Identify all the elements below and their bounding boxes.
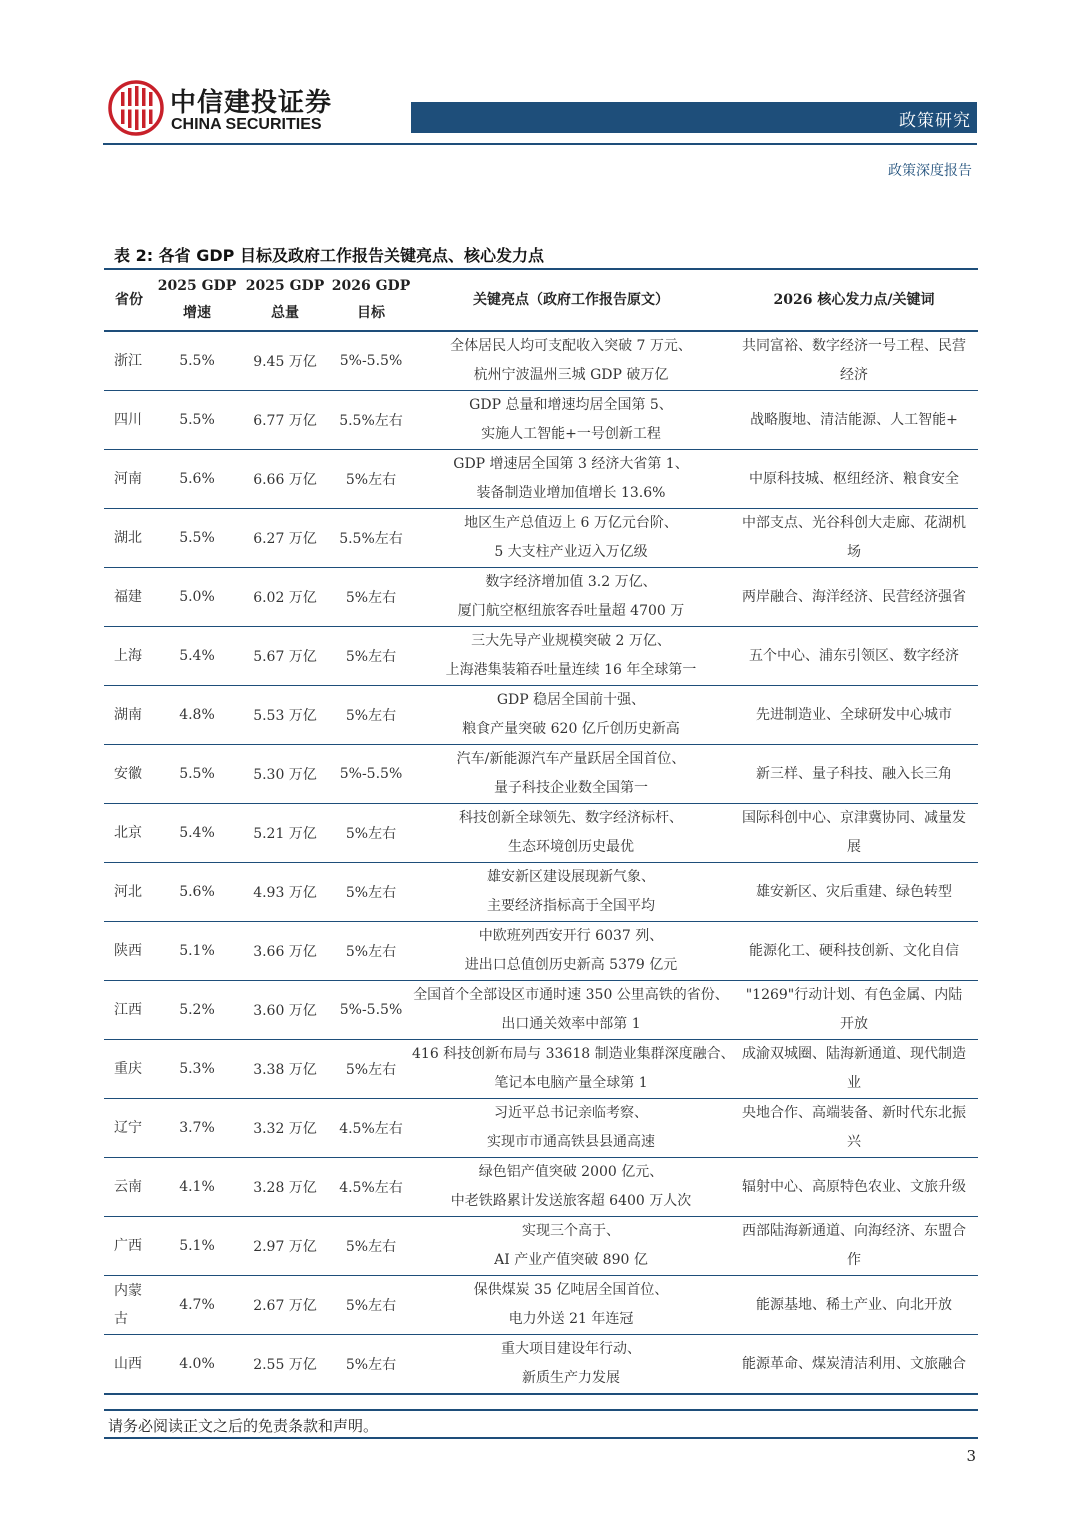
total-cell: 6.77 万亿: [240, 391, 330, 450]
highlights-cell: [412, 922, 730, 981]
growth-cell: 4.1%: [154, 1158, 240, 1217]
growth-cell: 5.1%: [154, 1217, 240, 1276]
growth-cell: 5.4%: [154, 804, 240, 863]
highlight-line: 新质生产力发展: [522, 1370, 620, 1386]
highlights-cell: [412, 391, 730, 450]
total-cell: 3.32 万亿: [240, 1099, 330, 1158]
highlights-cell: [412, 686, 730, 745]
table-row: [104, 686, 978, 745]
highlight-line: 装备制造业增加值增长 13.6%: [476, 485, 666, 501]
highlights-cell: [412, 863, 730, 922]
province-cell: 山西: [114, 1356, 142, 1372]
target-cell: 5%左右: [330, 922, 412, 981]
target-cell: 5%左右: [345, 1357, 397, 1373]
table-row: [104, 331, 978, 391]
table-row: [104, 1040, 978, 1099]
growth-cell: 5.6%: [154, 863, 240, 922]
company-logo: [108, 80, 348, 140]
footer-divider-bottom: [104, 1437, 978, 1439]
highlights-cell: [412, 1276, 730, 1335]
highlights-cell: [412, 568, 730, 627]
highlight-line: AI 产业产值突破 890 亿: [494, 1252, 648, 1268]
total-cell: 5.21 万亿: [240, 804, 330, 863]
highlight-line: 地区生产总值迈上 6 万亿元台阶、: [464, 515, 678, 531]
province-cell: 广西: [104, 1217, 154, 1276]
target-cell: 5%左右: [330, 804, 412, 863]
highlight-line: 笔记本电脑产量全球第 1: [494, 1075, 648, 1091]
highlights-cell: [412, 331, 730, 391]
focus-cell: "1269"行动计划、有色金属、内陆开放: [730, 981, 978, 1040]
table-row: [104, 1158, 978, 1217]
target-cell: 5%左右: [330, 1040, 412, 1099]
focus-cell: 新三样、量子科技、融入长三角: [730, 745, 978, 804]
logo-english-name: CHINA SECURITIES: [171, 116, 322, 133]
focus-cell: 辐射中心、高原特色农业、文旅升级: [730, 1158, 978, 1217]
target-cell: 5%左右: [330, 1276, 412, 1335]
total-cell: 5.53 万亿: [240, 686, 330, 745]
focus-cell: 能源革命、煤炭清洁利用、文旅融合: [742, 1355, 966, 1372]
target-cell: 5%左右: [330, 568, 412, 627]
table-row: [104, 450, 978, 509]
province-cell: 河南: [104, 450, 154, 509]
target-cell: 5%左右: [330, 627, 412, 686]
highlights-cell: [412, 627, 730, 686]
total-cell: 3.28 万亿: [240, 1158, 330, 1217]
highlights-cell: [412, 981, 730, 1040]
highlights-cell: [412, 509, 730, 568]
focus-cell: 两岸融合、海洋经济、民营经济强省: [730, 568, 978, 627]
footer-divider-top: [104, 1409, 978, 1411]
highlights-cell: [412, 1099, 730, 1158]
highlight-line: 主要经济指标高于全国平均: [487, 898, 655, 914]
table-row: [104, 804, 978, 863]
province-cell: 湖南: [104, 686, 154, 745]
header-focus: 2026 核心发力点/关键词: [730, 269, 978, 331]
table-header-row: [104, 269, 978, 331]
logo-chinese-name: 中信建投证券: [170, 88, 333, 118]
target-cell: 4.5%左右: [330, 1099, 412, 1158]
province-cell: 福建: [104, 568, 154, 627]
table-row: [104, 863, 978, 922]
highlights-cell: [412, 1158, 730, 1217]
highlight-line: 厦门航空枢纽旅客吞吐量超 4700 万: [457, 603, 685, 619]
highlight-line: GDP 稳居全国前十强、: [496, 692, 646, 708]
province-cell: 云南: [104, 1158, 154, 1217]
growth-cell: 4.8%: [154, 686, 240, 745]
highlight-line: 重大项目建设年行动、: [501, 1341, 641, 1357]
total-cell: 2.97 万亿: [240, 1217, 330, 1276]
highlight-line: 数字经济增加值 3.2 万亿、: [485, 574, 657, 590]
province-cell: 陕西: [104, 922, 154, 981]
growth-cell: 5.2%: [154, 981, 240, 1040]
growth-cell: 5.5%: [154, 745, 240, 804]
table-row: [104, 568, 978, 627]
table-row: [104, 1276, 978, 1335]
province-cell: 内蒙古: [104, 1276, 154, 1335]
highlight-line: 上海港集装箱吞吐量连续 16 年全球第一: [445, 662, 697, 678]
target-cell: 5%-5.5%: [330, 331, 412, 391]
gdp-table: [104, 268, 978, 1395]
table-title: 表 2: 各省 GDP 目标及政府工作报告关键亮点、核心发力点: [114, 246, 544, 265]
highlights-cell: [412, 1335, 730, 1395]
table-row: [104, 981, 978, 1040]
highlights-cell: [412, 804, 730, 863]
table-row: [104, 745, 978, 804]
target-cell: 5%左右: [330, 863, 412, 922]
target-cell: 5.5%左右: [330, 509, 412, 568]
highlight-line: 中欧班列西安开行 6037 列、: [478, 928, 664, 944]
table-row: [104, 391, 978, 450]
focus-cell: 战略腹地、清洁能源、人工智能+: [730, 391, 978, 450]
header-province: 省份: [104, 269, 154, 331]
highlight-line: 进出口总值创历史新高 5379 亿元: [464, 957, 678, 973]
highlight-line: GDP 总量和增速均居全国第 5、: [469, 397, 673, 413]
target-cell: 5%-5.5%: [330, 981, 412, 1040]
table-row: [104, 1099, 978, 1158]
growth-cell: 5.3%: [154, 1040, 240, 1099]
province-cell: 江西: [104, 981, 154, 1040]
section-header-bar: [411, 102, 977, 133]
highlight-line: 实现三个高于、: [522, 1223, 620, 1239]
focus-cell: 央地合作、高端装备、新时代东北振兴: [730, 1099, 978, 1158]
total-cell: 2.55 万亿: [253, 1357, 317, 1373]
growth-cell: 5.5%: [154, 391, 240, 450]
highlight-line: 实施人工智能+一号创新工程: [481, 426, 661, 442]
total-cell: 9.45 万亿: [240, 331, 330, 391]
target-cell: 5%左右: [330, 450, 412, 509]
header-growth: 2025 GDP 增速: [154, 269, 240, 331]
focus-cell: 中原科技城、枢纽经济、粮食安全: [730, 450, 978, 509]
focus-cell: 雄安新区、灾后重建、绿色转型: [730, 863, 978, 922]
highlight-line: 全体居民人均可支配收入突破 7 万元、: [450, 338, 692, 354]
province-cell: 安徽: [104, 745, 154, 804]
growth-cell: 4.0%: [179, 1356, 215, 1372]
highlight-line: 中老铁路累计发送旅客超 6400 万人次: [450, 1193, 692, 1209]
growth-cell: 3.7%: [154, 1099, 240, 1158]
focus-cell: 中部支点、光谷科创大走廊、花湖机场: [730, 509, 978, 568]
table-row: [104, 922, 978, 981]
table-row: [104, 627, 978, 686]
total-cell: 6.02 万亿: [240, 568, 330, 627]
growth-cell: 5.5%: [154, 331, 240, 391]
province-cell: 重庆: [104, 1040, 154, 1099]
focus-cell: 西部陆海新通道、向海经济、东盟合作: [730, 1217, 978, 1276]
total-cell: 5.30 万亿: [240, 745, 330, 804]
table-row: [104, 1335, 978, 1395]
header-highlights: 关键亮点（政府工作报告原文）: [412, 269, 730, 331]
disclaimer: 请务必阅读正文之后的免责条款和声明。: [108, 1417, 379, 1435]
section-label: 政策研究: [899, 111, 971, 131]
highlight-line: 生态环境创历史最优: [508, 839, 634, 855]
highlight-line: 保供煤炭 35 亿吨居全国首位、: [473, 1282, 669, 1298]
target-cell: 5%左右: [330, 1217, 412, 1276]
province-cell: 湖北: [104, 509, 154, 568]
china-securities-logo-icon: [108, 80, 164, 136]
growth-cell: 5.0%: [154, 568, 240, 627]
highlight-line: 5 大支柱产业迈入万亿级: [494, 544, 648, 560]
total-cell: 3.60 万亿: [240, 981, 330, 1040]
total-cell: 2.67 万亿: [240, 1276, 330, 1335]
highlights-cell: [412, 1040, 735, 1099]
highlights-cell: [412, 1217, 730, 1276]
header-divider: [103, 143, 977, 145]
highlight-line: 全国首个全部设区市通时速 350 公里高铁的省份、: [413, 987, 729, 1003]
highlight-line: 习近平总书记亲临考察、: [494, 1105, 648, 1121]
highlight-line: 汽车/新能源汽车产量跃居全国首位、: [456, 751, 686, 767]
highlight-line: 实现市市通高铁县县通高速: [487, 1134, 655, 1150]
header-target: 2026 GDP 目标: [330, 269, 412, 331]
table-body: [104, 331, 978, 1394]
focus-cell: 能源基地、稀土产业、向北开放: [730, 1276, 978, 1335]
province-cell: 河北: [104, 863, 154, 922]
growth-cell: 5.4%: [154, 627, 240, 686]
highlight-line: 三大先导产业规模突破 2 万亿、: [471, 633, 671, 649]
highlight-line: 416 科技创新布局与 33618 制造业集群深度融合、: [412, 1046, 735, 1062]
province-cell: 浙江: [104, 331, 154, 391]
total-cell: 5.67 万亿: [240, 627, 330, 686]
highlight-line: 量子科技企业数全国第一: [494, 780, 648, 796]
highlights-cell: [412, 450, 730, 509]
highlights-cell: [412, 745, 730, 804]
table-row: [104, 509, 978, 568]
page-number: 3: [966, 1447, 976, 1465]
highlight-line: 粮食产量突破 620 亿斤创历史新高: [462, 721, 680, 737]
highlight-line: 绿色铝产值突破 2000 亿元、: [478, 1164, 664, 1180]
table-row: [104, 1217, 978, 1276]
growth-cell: 4.7%: [154, 1276, 240, 1335]
province-cell: 四川: [104, 391, 154, 450]
highlight-line: 雄安新区建设展现新气象、: [487, 869, 655, 885]
focus-cell: 能源化工、硬科技创新、文化自信: [730, 922, 978, 981]
province-cell: 辽宁: [104, 1099, 154, 1158]
total-cell: 6.66 万亿: [240, 450, 330, 509]
total-cell: 3.66 万亿: [240, 922, 330, 981]
focus-cell: 先进制造业、全球研发中心城市: [730, 686, 978, 745]
target-cell: 5%-5.5%: [330, 745, 412, 804]
highlight-line: 科技创新全球领先、数字经济标杆、: [459, 810, 683, 826]
target-cell: 5.5%左右: [330, 391, 412, 450]
highlight-line: 杭州宁波温州三城 GDP 破万亿: [473, 367, 669, 383]
target-cell: 5%左右: [330, 686, 412, 745]
total-cell: 3.38 万亿: [240, 1040, 330, 1099]
highlight-line: GDP 增速居全国第 3 经济大省第 1、: [453, 456, 689, 472]
highlight-line: 电力外送 21 年连冠: [508, 1311, 634, 1327]
growth-cell: 5.5%: [154, 509, 240, 568]
focus-cell: 成渝双城圈、陆海新通道、现代制造业: [730, 1040, 978, 1099]
focus-cell: 五个中心、浦东引领区、数字经济: [730, 627, 978, 686]
focus-cell: 共同富裕、数字经济一号工程、民营经济: [730, 331, 978, 391]
focus-cell: 国际科创中心、京津冀协同、减量发展: [730, 804, 978, 863]
growth-cell: 5.6%: [154, 450, 240, 509]
target-cell: 4.5%左右: [330, 1158, 412, 1217]
province-cell: 上海: [104, 627, 154, 686]
total-cell: 4.93 万亿: [240, 863, 330, 922]
total-cell: 6.27 万亿: [240, 509, 330, 568]
province-cell: 北京: [104, 804, 154, 863]
growth-cell: 5.1%: [154, 922, 240, 981]
report-type-label: 政策深度报告: [888, 163, 972, 179]
header-total: 2025 GDP 总量: [240, 269, 330, 331]
highlight-line: 出口通关效率中部第 1: [501, 1016, 641, 1032]
